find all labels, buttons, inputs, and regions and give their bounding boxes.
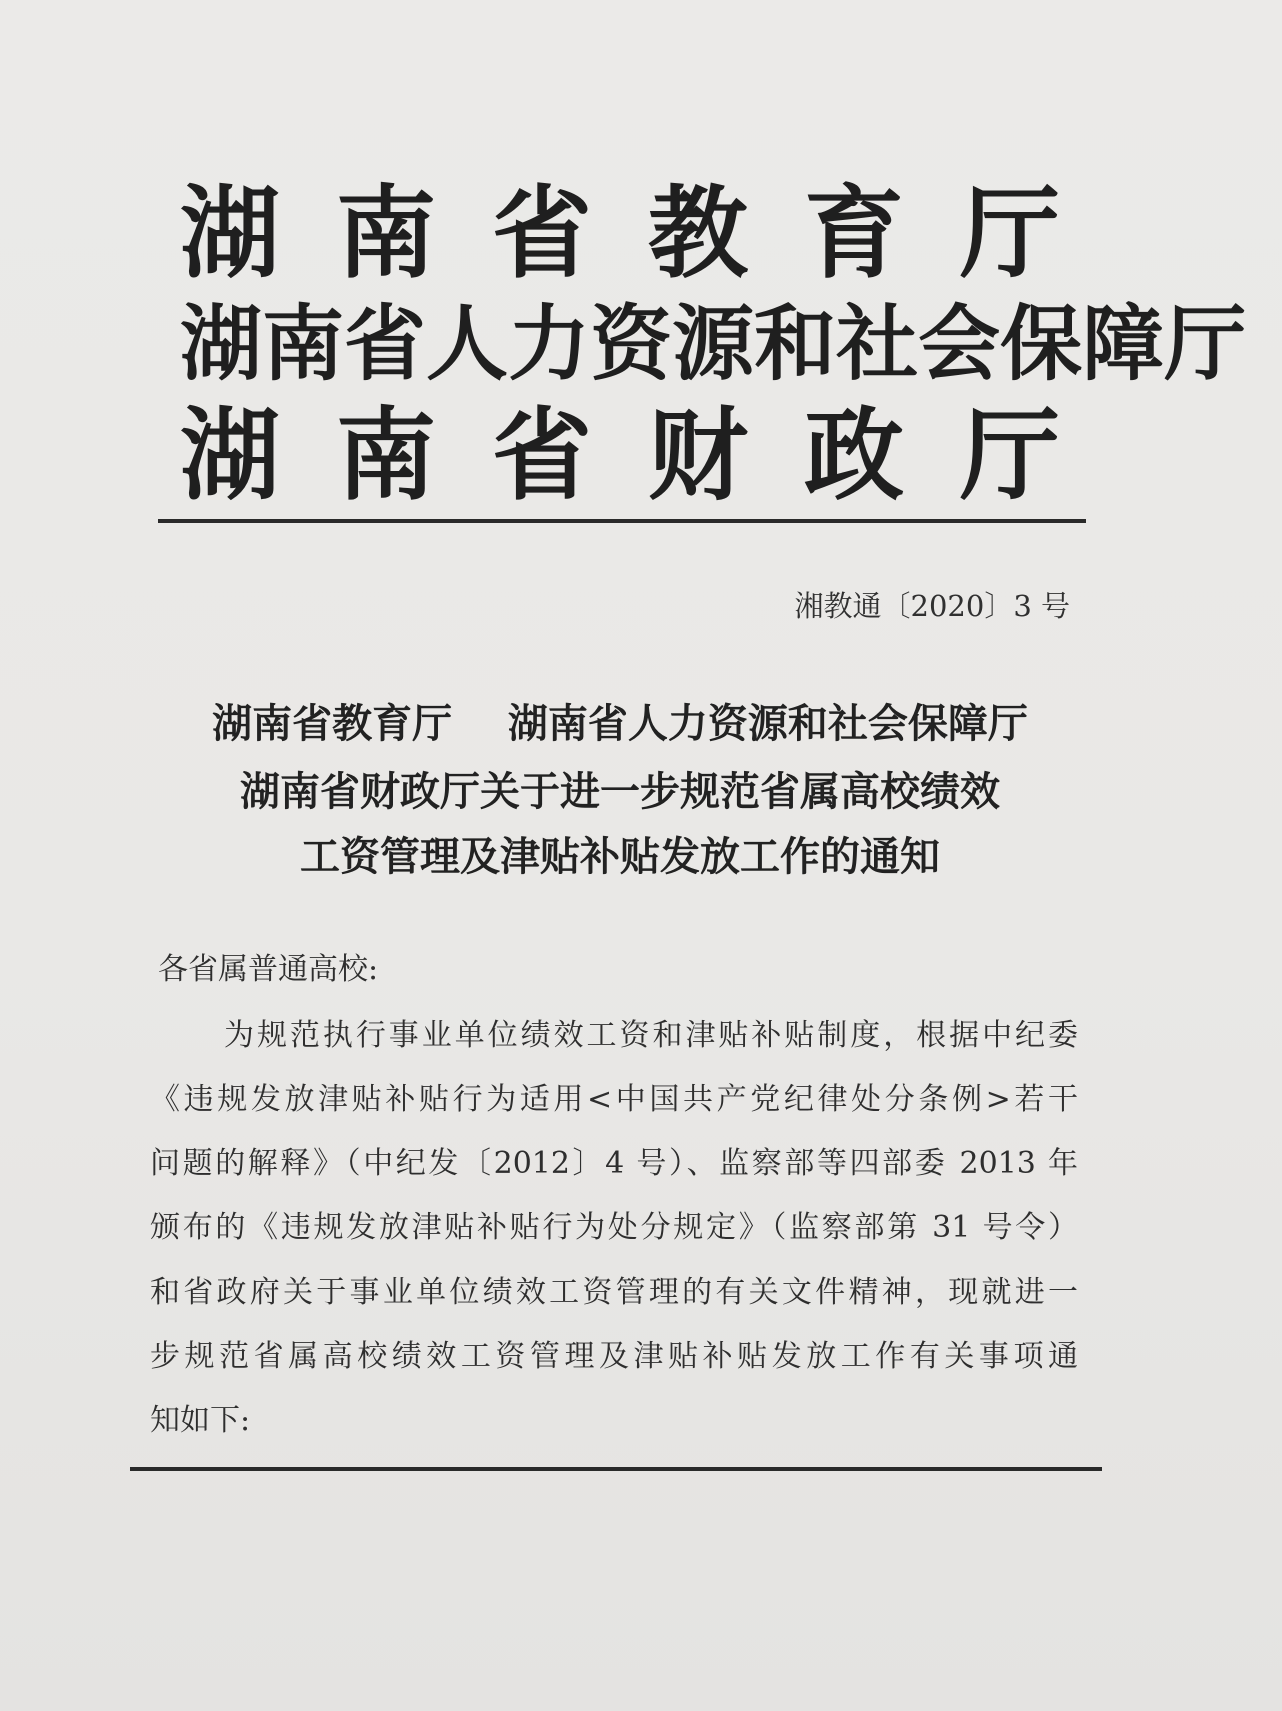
footer-divider: [130, 1467, 1102, 1471]
body-line: 颁布的《违规发放津贴补贴行为处分规定》（监察部第 31 号令）: [150, 1210, 1078, 1245]
title-line: 湖南省教育厅 湖南省人力资源和社会保障厅: [212, 701, 1028, 747]
issuer-human-resources-department: 湖 南 省 人 力 资 源 和 社 会 保 障 厅: [180, 296, 1247, 392]
body-line: 为规范执行事业单位绩效工资和津贴补贴制度，根据中纪委: [224, 1018, 1078, 1053]
title-line: 湖南省财政厅关于进一步规范省属高校绩效: [240, 769, 1000, 815]
body-line: 《违规发放津贴补贴行为适用<中国共产党纪律处分条例>若干: [150, 1082, 1078, 1117]
body-line: 问题的解释》（中纪发〔2012〕4 号）、监察部等四部委 2013 年: [150, 1146, 1078, 1181]
issuer-finance-department: 湖 南 省 财 政 厅: [180, 397, 1060, 514]
title-line: 工资管理及津贴补贴发放工作的通知: [300, 834, 940, 880]
document-number: 湘教通〔2020〕3 号: [794, 589, 1070, 623]
salutation: 各省属普通高校:: [158, 952, 379, 987]
body-line: 步规范省属高校绩效工资管理及津贴补贴发放工作有关事项通: [150, 1339, 1078, 1374]
blank-page-area: [0, 1473, 1282, 1711]
body-line: 和省政府关于事业单位绩效工资管理的有关文件精神，现就进一: [150, 1275, 1078, 1310]
header-divider: [158, 519, 1086, 523]
body-line: 知如下:: [150, 1403, 251, 1438]
issuer-education-department: 湖 南 省 教 育 厅: [180, 175, 1060, 292]
